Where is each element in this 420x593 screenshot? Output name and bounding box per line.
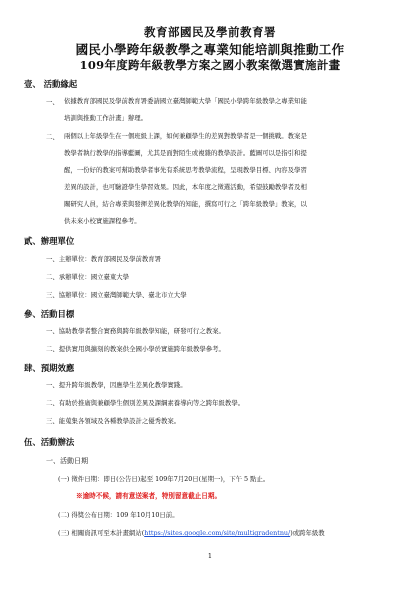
- section-heading-organizers: 貳、辦理單位: [24, 236, 75, 246]
- list-number: 二、: [46, 133, 59, 141]
- section-heading-methods: 伍、活動辦法: [24, 437, 75, 447]
- list-item: (一) 徵件日期：即日(公告日)起至 109年7月20日(星期一)，下午 5 點止。: [58, 475, 270, 483]
- list-item: 二、承辦單位：國立臺東大學: [46, 273, 130, 281]
- list-item: 三、協辦單位：國立臺灣師範大學、臺北市立大學: [46, 291, 187, 299]
- section-heading-effects: 肆、預期效應: [24, 363, 75, 373]
- list-item-prefix: (三) 相關資訊可至本計畫網站(: [58, 529, 145, 537]
- list-item: (二) 得獎公布日期：109 年10月10日前。: [58, 511, 179, 519]
- section-heading-origin: 壹、 活動緣起: [24, 79, 78, 89]
- list-item: 三、能蒐集各領域及各種教學設計之優秀教案。: [46, 417, 181, 425]
- paragraph-line: 醒，一份好的教案可幫助教學者事先有系統思考教學流程，呈現教學目標、內容及學習: [64, 166, 307, 174]
- list-number: 一、: [46, 98, 59, 106]
- paragraph-line: 關研究人員，結合專業與發揮差異化教學的知能，撰寫可行之「跨年級教學」教案，以: [64, 200, 307, 208]
- list-item: 二、提供實用與擴刻的教案供全國小學於實施跨年級教學參考。: [46, 345, 225, 353]
- list-item-suffix: )或跨年級教: [290, 529, 325, 537]
- paragraph-line: 教學者執行教學的指導藍圖，尤其是面對陌生或複雜的教學設計。藍圖可以是指引和提: [64, 149, 307, 157]
- paragraph-line: 兩個以上年級學生在一個班級上課，如何兼顧學生的差異對教學者是一個挑戰。教案是: [64, 132, 307, 140]
- section-heading-goals: 參、活動目標: [24, 309, 75, 319]
- project-website-link[interactable]: https://sites.google.com/site/multigradentnu/: [144, 529, 291, 537]
- paragraph-line: 差異的設計，也可驗證學生學習效果。因此，本年度之徵選活動，希望鼓勵教學者及相: [64, 183, 307, 191]
- list-item: 一、協助教學者整合實務與跨年級教學知能，研發可行之教案。: [46, 327, 225, 335]
- doc-title-project: 國民小學跨年級教學之專業知能培訓與推動工作: [75, 42, 345, 57]
- doc-title-agency: 教育部國民及學前教育署: [144, 25, 276, 39]
- paragraph-line: 供未來小校實施課程參考。: [64, 217, 141, 225]
- paragraph-line: 培訓與推動工作計畫」辦理。: [64, 114, 148, 122]
- sub-heading-dates: 一、活動日期: [46, 457, 88, 465]
- page-number: 1: [207, 552, 213, 560]
- list-item: 一、提升跨年級教學，因應學生差異化教學實踐。: [46, 381, 187, 389]
- list-item-website: [58, 526, 325, 541]
- list-item: 二、有助於推廣與兼顧學生個別差異及課綱素養導向等之跨年級教學。: [46, 399, 245, 407]
- paragraph-line: 依據教育部國民及學前教育署委請國立臺灣師範大學「國民小學跨年級教學之專業知能: [64, 97, 307, 105]
- deadline-warning: ※逾時不候，請有意送案者，特別留意截止日期。: [76, 492, 222, 500]
- list-item: 一、主辦單位：教育部國民及學前教育署: [46, 255, 162, 263]
- doc-title-plan: 109年度跨年級教學方案之國小教案徵選實施計畫: [79, 58, 341, 72]
